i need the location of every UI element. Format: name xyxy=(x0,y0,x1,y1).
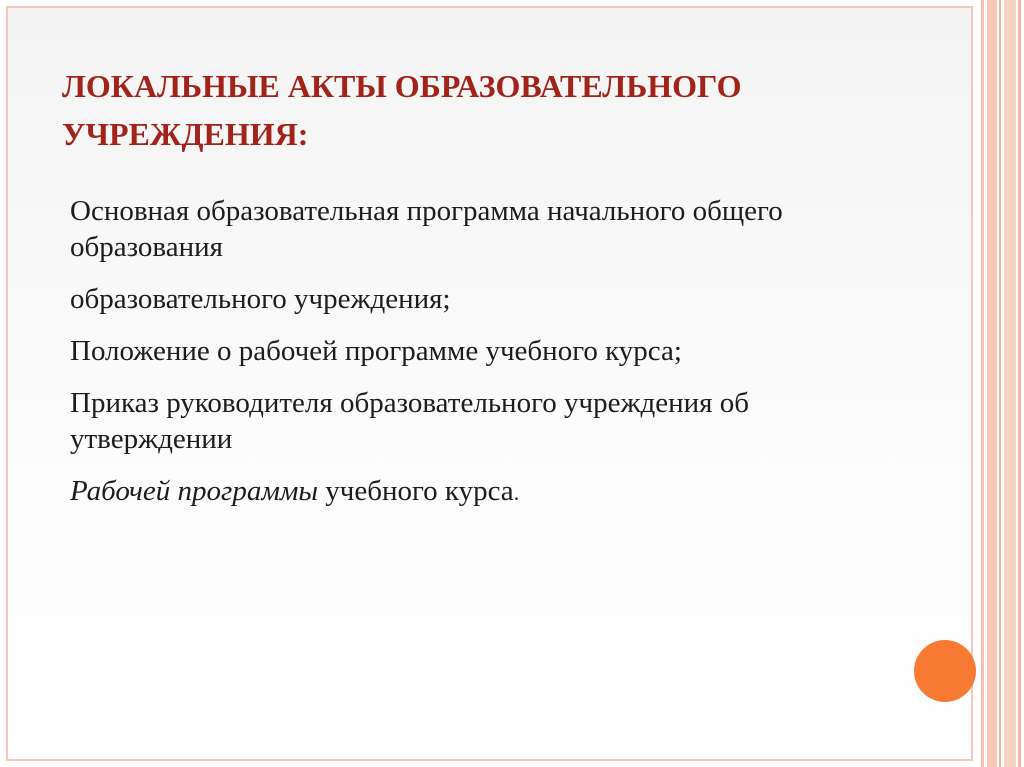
title-line-1: ЛОКАЛЬНЫЕ АКТЫ ОБРАЗОВАТЕЛЬНОГО xyxy=(62,68,742,104)
title-line-2: УЧРЕЖДЕНИЯ: xyxy=(62,116,309,152)
list-item-last xyxy=(70,473,900,511)
decor-stripe xyxy=(1018,0,1021,767)
decor-stripe xyxy=(987,0,997,767)
italic-text: Рабочей программы xyxy=(70,475,318,507)
list-item: Основная образовательная программа начального общего образования xyxy=(70,195,783,263)
decor-stripe xyxy=(999,0,1001,767)
list-item: образовательного учреждения; xyxy=(70,283,451,315)
regular-text: учебного курса xyxy=(318,475,514,507)
list-item: Положение о рабочей программе учебного курса; xyxy=(70,335,682,367)
list-item: Приказ руководителя образовательного учреждения об утверждении xyxy=(70,387,749,455)
decor-stripe xyxy=(1004,0,1016,767)
orange-circle-icon xyxy=(914,640,976,702)
slide-body xyxy=(70,193,900,527)
decor-stripe xyxy=(981,0,984,767)
slide-title xyxy=(62,62,902,158)
period: . xyxy=(513,480,520,505)
